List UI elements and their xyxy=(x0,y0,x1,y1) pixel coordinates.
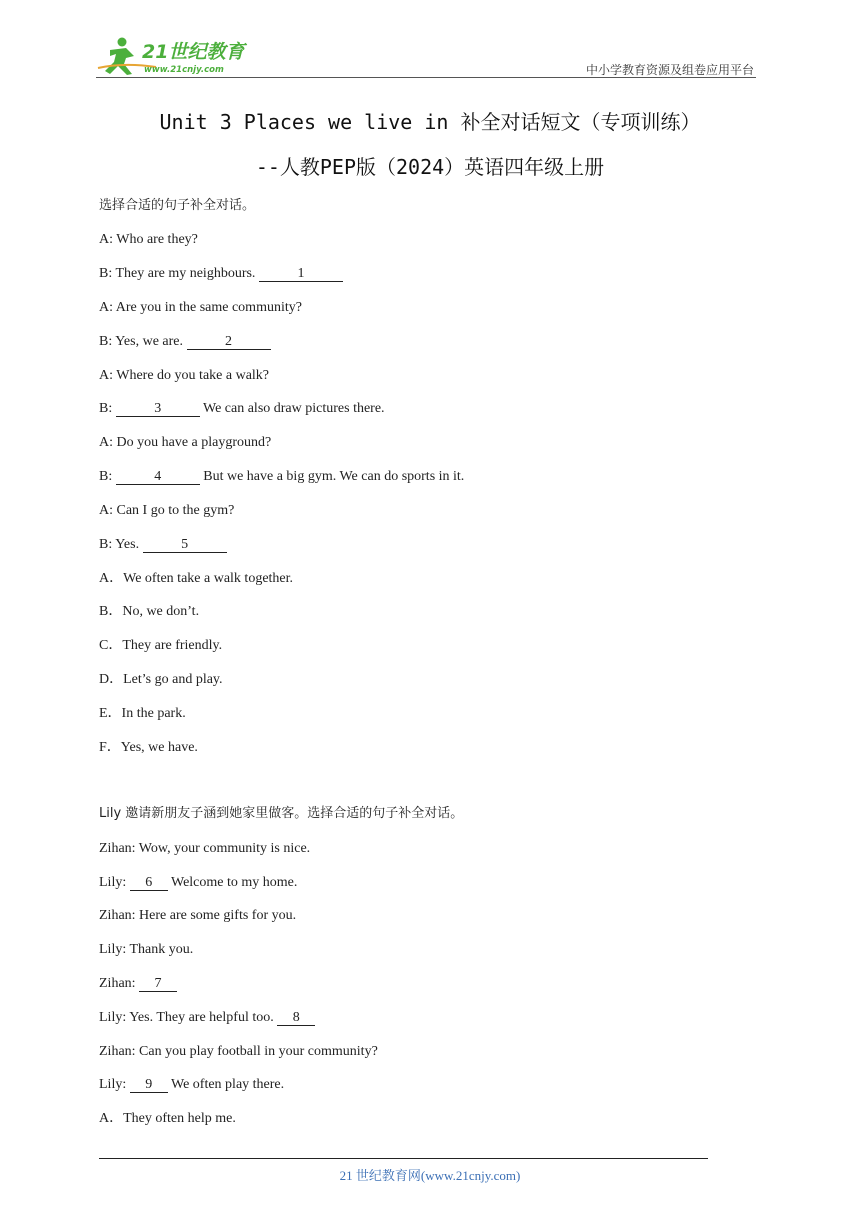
answer-blank-2[interactable]: 2 xyxy=(187,335,271,350)
option-item: D．Let’s go and play. xyxy=(99,672,223,687)
answer-blank-1[interactable]: 1 xyxy=(259,267,343,282)
dialogue-line: A: Are you in the same community? xyxy=(99,300,302,315)
dialogue-line xyxy=(99,975,177,993)
header-platform-text: 中小学教育资源及组卷应用平台 xyxy=(585,63,754,77)
dialogue-text: Lily: xyxy=(99,875,127,890)
page-subtitle: --人教PEP版（2024）英语四年级上册 xyxy=(255,155,605,179)
dialogue-text: Lily: xyxy=(99,1077,127,1092)
dialogue-text: We can also draw pictures there. xyxy=(202,401,385,416)
dialogue-line: Zihan: Can you play football in your community? xyxy=(99,1044,378,1059)
page-title: Unit 3 Places we live in 补全对话短文（专项训练） xyxy=(159,110,701,134)
dialogue-line xyxy=(99,874,297,892)
answer-blank-8[interactable]: 8 xyxy=(277,1011,315,1026)
dialogue-line: Lily: Thank you. xyxy=(99,942,194,957)
dialogue-text: B: Yes. xyxy=(99,537,140,552)
answer-blank-7[interactable]: 7 xyxy=(139,977,177,992)
dialogue-text: Lily: Yes. They are helpful too. xyxy=(99,1010,274,1025)
section2-instruction: Lily 邀请新朋友子涵到她家里做客。选择合适的句子补全对话。 xyxy=(99,806,464,821)
dialogue-text: B: xyxy=(99,469,113,484)
answer-blank-5[interactable]: 5 xyxy=(143,538,227,553)
dialogue-line xyxy=(99,468,464,486)
logo-url: www.21cnjy.com xyxy=(144,65,224,75)
logo-text: 21世纪教育 xyxy=(142,41,245,63)
dialogue-text: But we have a big gym. We can do sports in it. xyxy=(203,469,465,484)
answer-blank-4[interactable]: 4 xyxy=(116,470,200,485)
option-item: A．We often take a walk together. xyxy=(99,571,294,586)
dialogue-text: B: Yes, we are. xyxy=(99,334,183,349)
site-logo xyxy=(96,34,256,78)
dialogue-text: B: xyxy=(99,401,113,416)
dialogue-line xyxy=(99,333,271,351)
answer-blank-6[interactable]: 6 xyxy=(130,876,168,891)
option-item: A．They often help me. xyxy=(99,1111,236,1126)
section1-instruction: 选择合适的句子补全对话。 xyxy=(99,198,256,213)
dialogue-text: Zihan: xyxy=(99,976,136,991)
dialogue-line xyxy=(99,1076,284,1094)
dialogue-line: Zihan: Wow, your community is nice. xyxy=(99,841,311,856)
dialogue-line xyxy=(99,400,385,418)
option-item: C．They are friendly. xyxy=(99,638,223,653)
dialogue-line: Zihan: Here are some gifts for you. xyxy=(99,908,297,923)
option-item: B．No, we don’t. xyxy=(99,604,200,619)
footer-link[interactable]: 21 世纪教育网(www.21cnjy.com) xyxy=(339,1168,521,1183)
dialogue-line xyxy=(99,265,343,283)
dialogue-line: A: Do you have a playground? xyxy=(99,435,272,450)
footer-divider xyxy=(99,1158,708,1159)
dialogue-line xyxy=(99,536,227,554)
option-item: E．In the park. xyxy=(99,706,186,721)
option-item: F．Yes, we have. xyxy=(99,740,198,755)
dialogue-text: We often play there. xyxy=(170,1077,285,1092)
dialogue-line: A: Who are they? xyxy=(99,232,198,247)
dialogue-text: B: They are my neighbours. xyxy=(99,266,256,281)
dialogue-text: Welcome to my home. xyxy=(170,875,298,890)
answer-blank-9[interactable]: 9 xyxy=(130,1078,168,1093)
dialogue-line: A: Can I go to the gym? xyxy=(99,503,235,518)
header-divider xyxy=(96,77,756,78)
answer-blank-3[interactable]: 3 xyxy=(116,402,200,417)
dialogue-line: A: Where do you take a walk? xyxy=(99,368,270,383)
dialogue-line xyxy=(99,1009,315,1027)
